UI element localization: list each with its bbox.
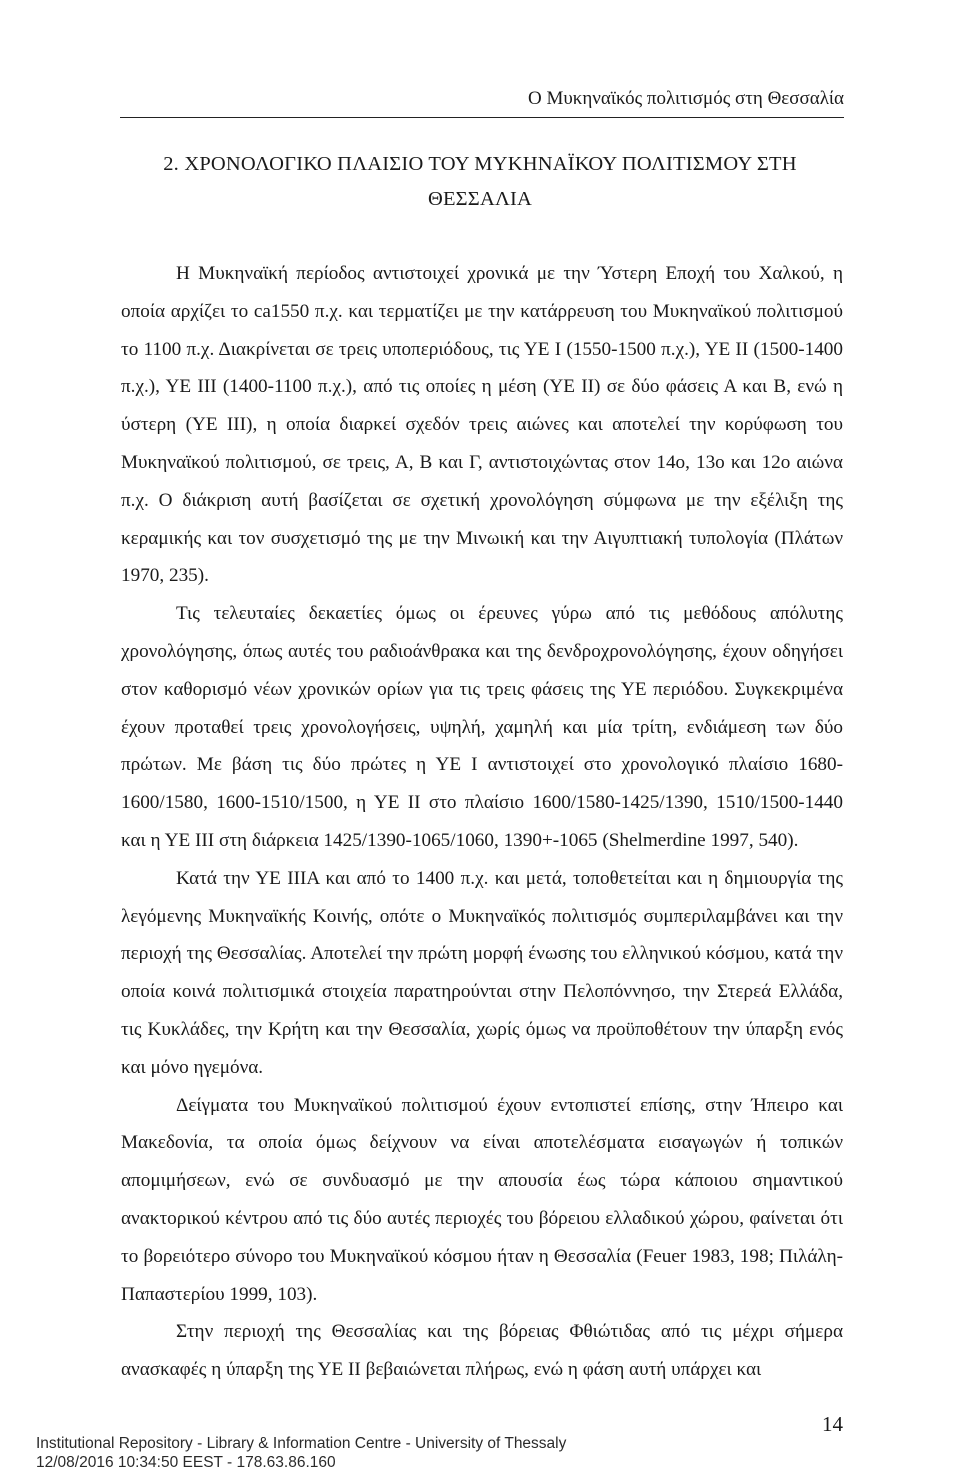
running-header: Ο Μυκηναϊκός πολιτισμός στη Θεσσαλία — [528, 88, 844, 109]
repository-stamp — [36, 1434, 566, 1472]
page-number: 14 — [822, 1412, 843, 1436]
header-rule — [120, 117, 844, 118]
repository-line: Institutional Repository - Library & Information Centre - University of Thessaly — [36, 1435, 567, 1452]
paragraph-2: Τις τελευταίες δεκαετίες όμως οι έρευνες γύρω από τις μεθόδους απόλυτης χρονολόγησης, όπως αυτές του ραδιοάνθρακα και της δενδροχρονολόγησης, έχουν οδηγήσει στον καθορισμό νέων χρονικών ορίων για τις τρεις φάσεις της ΥΕ περιόδου. Συγκεκριμένα έχουν προταθεί τρεις χρονολογήσεις, υψηλή, χαμηλή και μία τρίτη, ενδιάμεση των δύο πρώτων. Με βάση τις δύο πρώτες η ΥΕ Ι αντιστοιχεί στο χρονολογικό πλαίσιο 1680-1600/1580, 1600-1510/1500, η ΥΕ ΙΙ στο πλαίσιο 1600/1580-1425/1390, 1510/1500-1440 και η ΥΕ ΙΙΙ στη διάρκεια 1425/1390-1065/1060, 1390+-1065 (Shelmerdine 1997, 540). — [121, 603, 843, 851]
paragraph-1: Η Μυκηναϊκή περίοδος αντιστοιχεί χρονικά με την Ύστερη Εποχή του Χαλκού, η οποία αρχίζει το ca1550 π.χ. και τερματίζει με την κατάρρευση του Μυκηναϊκού πολιτισμού το 1100 π.χ. Διακρίνεται σε τρεις υποπεριόδους, τις ΥΕ Ι (1550-1500 π.χ.), ΥΕ ΙΙ (1500-1400 π.χ.), ΥΕ ΙΙΙ (1400-1100 π.χ.), από τις οποίες η μέση (ΥΕ ΙΙ) σε δύο φάσεις Α και Β, ενώ η ύστερη (ΥΕ ΙΙΙ), η οποία διαρκεί σχεδόν τρεις αιώνες και αποτελεί την κορύφωση του Μυκηναϊκού πολιτισμού, σε τρεις, Α, Β και Γ, αντιστοιχώντας στον 14ο, 13ο και 12ο αιώνα π.χ. Ο διάκριση αυτή βασίζεται σε σχετική χρονολόγηση σύμφωνα με την εξέλιξη της κεραμικής και τον συσχετισμό της με την Μινωική και την Αιγυπτιακή τυπολογία (Πλάτων 1970, 235). — [121, 263, 843, 587]
chapter-title — [140, 147, 820, 217]
paragraph-3: Κατά την ΥΕ ΙΙΙΑ και από το 1400 π.χ. και μετά, τοποθετείται και η δημιουργία της λεγόμενης Μυκηναϊκής Κοινής, οπότε ο Μυκηναϊκός πολιτισμός συμπεριλαμβάνει και την περιοχή της Θεσσαλίας. Αποτελεί την πρώτη μορφή ένωσης του ελληνικού κόσμου, κατά την οποία κοινά πολιτισμικά στοιχεία παρατηρούνται στην Πελοπόννησο, την Στερεά Ελλάδα, τις Κυκλάδες, την Κρήτη και την Θεσσαλία, χωρίς όμως να προϋποθέτουν την ύπαρξη ενός και μόνο ηγεμόνα. — [121, 867, 843, 1078]
chapter-title-line-1: 2. ΧΡΟΝΟΛΟΓΙΚΟ ΠΛΑΙΣΙΟ ΤΟΥ ΜΥΚΗΝΑΪΚΟΥ ΠΟΛΙΤΙΣΜΟΥ ΣΤΗ — [163, 153, 797, 175]
paragraph-5: Στην περιοχή της Θεσσαλίας και της βόρειας Φθιώτιδας από τις μέχρι σήμερα ανασκαφές η ύπαρξη της ΥΕ ΙΙ βεβαιώνεται πλήρως, ενώ η φάση αυτή υπάρχει και — [121, 1321, 843, 1381]
timestamp-line: 12/08/2016 10:34:50 EEST - 178.63.86.160 — [36, 1454, 336, 1471]
body-text — [121, 255, 843, 1389]
chapter-title-line-2: ΘΕΣΣΑΛΙΑ — [427, 188, 533, 210]
paragraph-4: Δείγματα του Μυκηναϊκού πολιτισμού έχουν εντοπιστεί επίσης, στην Ήπειρο και Μακεδονία, τα οποία όμως δείχνουν να είναι αποτελέσματα εισαγωγών ή τοπικών απομιμήσεων, ενώ σε συνδυασμό με την απουσία έως τώρα κάποιου σημαντικού ανακτορικού κέντρου από τις δύο αυτές περιοχές του βόρειου ελλαδικού χώρου, φαίνεται ότι το βορειότερο σύνορο του Μυκηναϊκού κόσμου ήταν η Θεσσαλία (Feuer 1983, 198; Πιλάλη-Παπαστερίου 1999, 103). — [121, 1094, 843, 1305]
